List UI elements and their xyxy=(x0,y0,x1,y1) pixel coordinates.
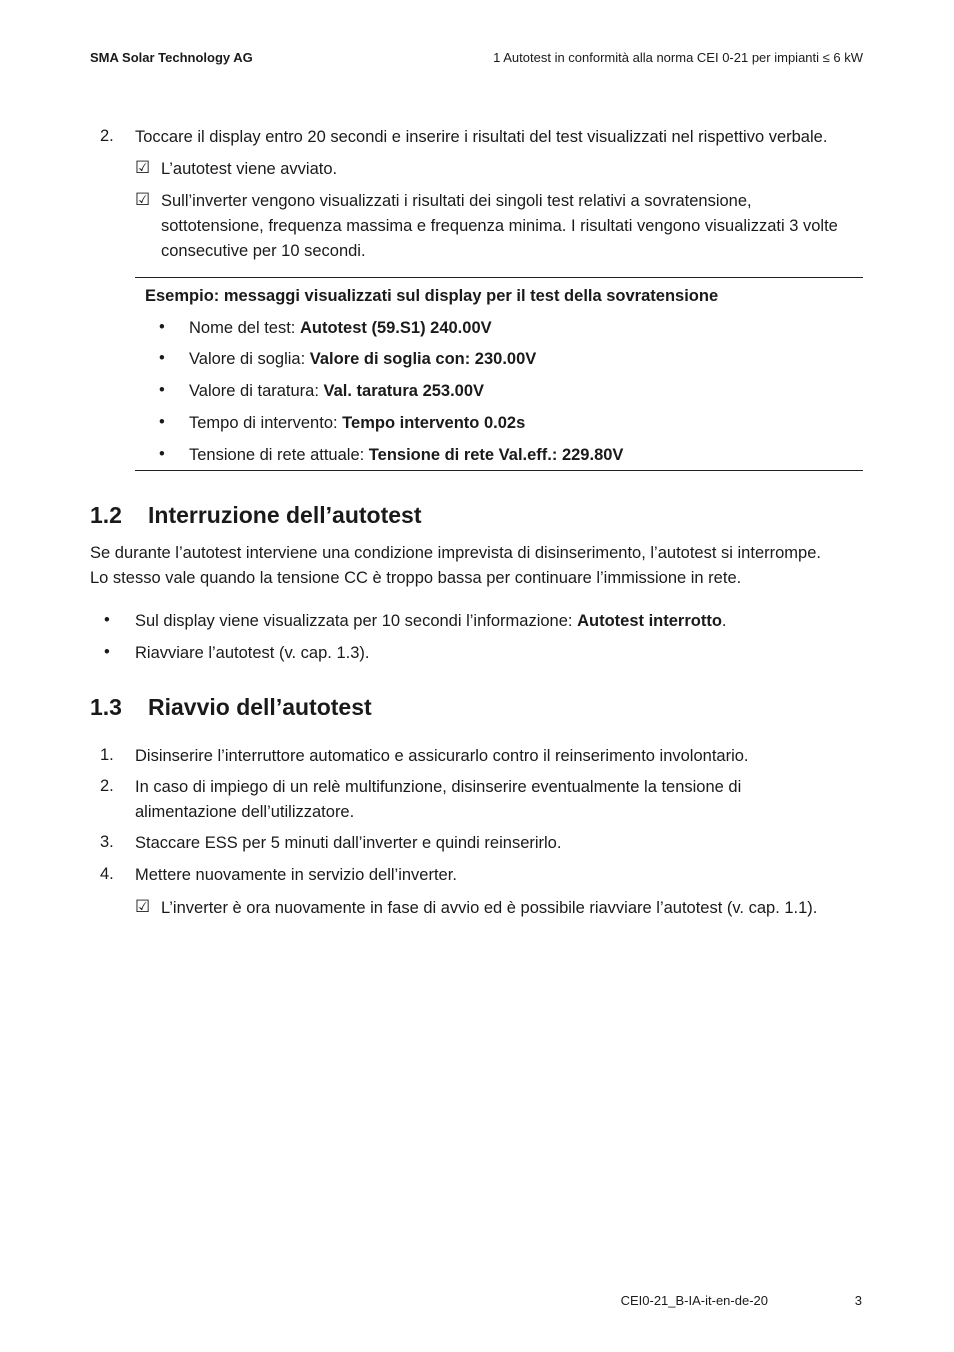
paragraph-line: Lo stesso vale quando la tensione CC è troppo bassa per continuare l’immissione in rete. xyxy=(90,569,742,587)
bullet-dot: • xyxy=(104,611,110,629)
divider-top xyxy=(135,277,863,278)
step-number: 4. xyxy=(100,865,114,883)
footer-doc-code: CEI0-21_B-IA-it-en-de-20 xyxy=(620,1293,768,1308)
bullet-item: Riavviare l’autotest (v. cap. 1.3). xyxy=(135,644,370,662)
section-heading: 1.3 Riavvio dell’autotest xyxy=(90,694,372,720)
example-item: Tempo di intervento: Tempo intervento 0.02s xyxy=(189,414,526,432)
bullet-dot: • xyxy=(159,381,165,399)
example-item: Tensione di rete attuale: Tensione di rete Val.eff.: 229.80V xyxy=(189,446,624,464)
section-heading: 1.2 Interruzione dell’autotest xyxy=(90,502,422,528)
step-result-line: Sull’inverter vengono visualizzati i risultati dei singoli test relativi a sovratensione, xyxy=(161,192,752,210)
step-text: alimentazione dell’utilizzatore. xyxy=(135,803,355,821)
bullet-dot: • xyxy=(159,445,165,463)
example-item: Nome del test: Autotest (59.S1) 240.00V xyxy=(189,319,492,337)
header-chapter: 1 Autotest in conformità alla norma CEI 0-21 per impianti ≤ 6 kW xyxy=(493,50,863,65)
page-number: 3 xyxy=(854,1293,862,1308)
checked-box-icon: ☑ xyxy=(135,158,151,177)
step-result-line: sottotensione, frequenza massima e frequenza minima. I risultati vengono visualizzati 3 volte xyxy=(161,217,838,235)
step-number: 2. xyxy=(100,127,114,145)
checked-box-icon: ☑ xyxy=(135,897,151,916)
example-item: Valore di soglia: Valore di soglia con: 230.00V xyxy=(189,350,537,368)
step-text: In caso di impiego di un relè multifunzione, disinserire eventualmente la tensione di xyxy=(135,778,742,796)
bullet-item: Sul display viene visualizzata per 10 secondi l’informazione: Autotest interrotto. xyxy=(135,612,727,630)
header-company: SMA Solar Technology AG xyxy=(90,50,253,65)
checked-box-icon: ☑ xyxy=(135,190,151,209)
bullet-dot: • xyxy=(159,349,165,367)
step-text: Mettere nuovamente in servizio dell’inverter. xyxy=(135,866,457,884)
bullet-dot: • xyxy=(159,318,165,336)
example-item: Valore di taratura: Val. taratura 253.00V xyxy=(189,382,485,400)
step-number: 1. xyxy=(100,746,114,764)
step-result: L’inverter è ora nuovamente in fase di avvio ed è possibile riavviare l’autotest (v. cap. 1.1). xyxy=(161,899,818,917)
step-text: Disinserire l’interruttore automatico e assicurarlo contro il reinserimento involontario. xyxy=(135,747,749,765)
paragraph-line: Se durante l’autotest interviene una condizione imprevista di disinserimento, l’autotest si interrompe. xyxy=(90,544,821,562)
step-result: L’autotest viene avviato. xyxy=(161,160,338,178)
example-title: Esempio: messaggi visualizzati sul display per il test della sovratensione xyxy=(145,287,719,305)
divider-bottom xyxy=(135,470,863,471)
step-text: Staccare ESS per 5 minuti dall’inverter e quindi reinserirlo. xyxy=(135,834,562,852)
step-text: Toccare il display entro 20 secondi e inserire i risultati del test visualizzati nel rispettivo verbale. xyxy=(135,128,828,146)
step-number: 2. xyxy=(100,777,114,795)
step-result-line: consecutive per 10 secondi. xyxy=(161,242,366,260)
bullet-dot: • xyxy=(104,643,110,661)
bullet-dot: • xyxy=(159,413,165,431)
step-number: 3. xyxy=(100,833,114,851)
